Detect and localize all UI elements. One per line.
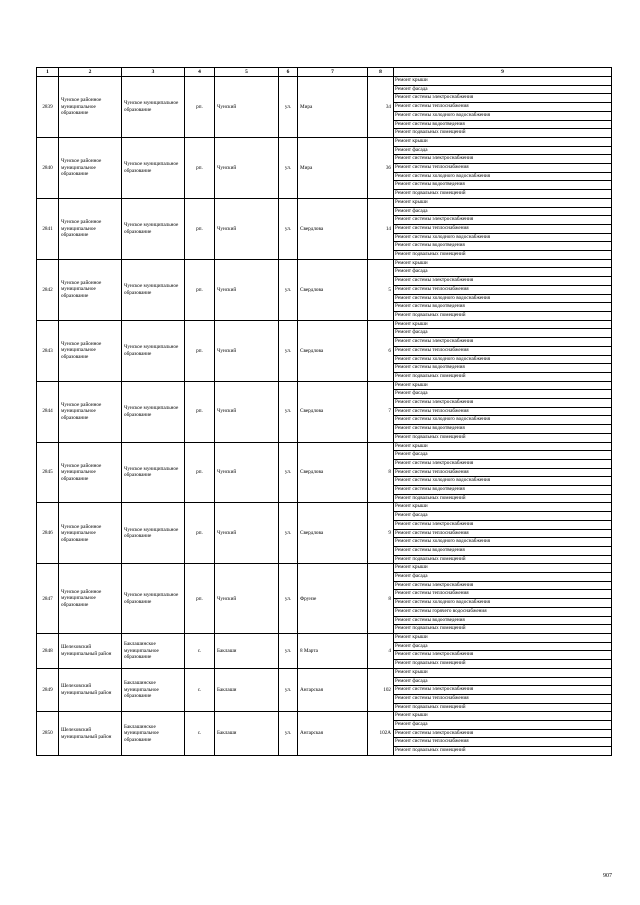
table-row (37, 381, 612, 390)
cell-work-type: Ремонт подвальных помещений (394, 703, 612, 712)
cell-work-type: Ремонт системы холодного водоснабжения (394, 477, 612, 486)
cell-house: 4 (368, 634, 394, 669)
cell-house: 6 (368, 320, 394, 381)
cell-work-type: Ремонт крыши (394, 198, 612, 207)
cell-house: 9 (368, 503, 394, 564)
cell-settlement-type: рп. (185, 381, 215, 442)
table-row (37, 320, 612, 329)
cell-work-type: Ремонт подвальных помещений (394, 251, 612, 260)
cell-work-type: Ремонт крыши (394, 381, 612, 390)
cell-district: Чунское районное муниципальное образование (59, 77, 122, 138)
header-col-4: 4 (185, 68, 215, 77)
cell-settlement: Чунский (215, 320, 279, 381)
cell-work-type: Ремонт крыши (394, 668, 612, 677)
cell-work-type: Ремонт крыши (394, 564, 612, 573)
cell-street-type: ул. (279, 137, 298, 198)
cell-work-type: Ремонт крыши (394, 442, 612, 451)
table-row (37, 198, 612, 207)
cell-street-type: ул. (279, 442, 298, 503)
cell-work-type: Ремонт подвальных помещений (394, 555, 612, 564)
cell-street-type: ул. (279, 320, 298, 381)
cell-work-type: Ремонт системы горячего водоснабжения (394, 607, 612, 616)
cell-district: Чунское районное муниципальное образование (59, 503, 122, 564)
cell-district: Чунское районное муниципальное образование (59, 137, 122, 198)
cell-number: 2841 (37, 198, 59, 259)
cell-work-type: Ремонт подвальных помещений (394, 625, 612, 634)
table-row (37, 634, 612, 643)
cell-work-type: Ремонт системы теплоснабжения (394, 694, 612, 703)
cell-house: 14 (368, 198, 394, 259)
cell-work-type: Ремонт фасада (394, 677, 612, 686)
cell-street-type: ул. (279, 634, 298, 669)
cell-work-type: Ремонт подвальных помещений (394, 129, 612, 138)
cell-settlement: Чунский (215, 503, 279, 564)
cell-municipality: Баклашинское муниципальное образование (122, 634, 185, 669)
cell-municipality: Чунское муниципальное образование (122, 320, 185, 381)
cell-work-type: Ремонт системы электроснабжения (394, 459, 612, 468)
cell-municipality: Баклашинское муниципальное образование (122, 712, 185, 756)
table-row (37, 259, 612, 268)
cell-district: Чунское районное муниципальное образование (59, 198, 122, 259)
cell-municipality: Чунское муниципальное образование (122, 198, 185, 259)
cell-municipality: Чунское муниципальное образование (122, 503, 185, 564)
cell-settlement: Чунский (215, 259, 279, 320)
cell-work-type: Ремонт фасада (394, 146, 612, 155)
cell-work-type: Ремонт системы водоотведения (394, 425, 612, 434)
cell-street: Свердлова (298, 259, 368, 320)
cell-house: 8 (368, 442, 394, 503)
cell-settlement-type: рп. (185, 77, 215, 138)
cell-number: 2842 (37, 259, 59, 320)
table-row (37, 442, 612, 451)
cell-street: 8 Марта (298, 634, 368, 669)
header-row (37, 68, 612, 77)
cell-work-type: Ремонт крыши (394, 634, 612, 643)
cell-district: Шелеховский муниципальный район (59, 668, 122, 712)
cell-settlement-type: рп. (185, 198, 215, 259)
cell-work-type: Ремонт крыши (394, 137, 612, 146)
cell-house: 102А (368, 712, 394, 756)
cell-work-type: Ремонт системы электроснабжения (394, 686, 612, 695)
cell-work-type: Ремонт фасада (394, 721, 612, 730)
cell-work-type: Ремонт системы электроснабжения (394, 216, 612, 225)
cell-house: 34 (368, 77, 394, 138)
cell-number: 2846 (37, 503, 59, 564)
table-row (37, 137, 612, 146)
cell-work-type: Ремонт фасада (394, 512, 612, 521)
cell-number: 2849 (37, 668, 59, 712)
cell-street: Мира (298, 137, 368, 198)
cell-number: 2845 (37, 442, 59, 503)
cell-settlement-type: с. (185, 634, 215, 669)
cell-street: Ангарская (298, 668, 368, 712)
cell-work-type: Ремонт фасада (394, 451, 612, 460)
table-row (37, 712, 612, 721)
cell-work-type: Ремонт системы теплоснабжения (394, 590, 612, 599)
cell-work-type: Ремонт системы электроснабжения (394, 729, 612, 738)
cell-street: Свердлова (298, 503, 368, 564)
cell-municipality: Чунское муниципальное образование (122, 442, 185, 503)
cell-work-type: Ремонт системы холодного водоснабжения (394, 355, 612, 364)
cell-work-type: Ремонт системы водоотведения (394, 546, 612, 555)
cell-work-type: Ремонт системы электроснабжения (394, 581, 612, 590)
cell-work-type: Ремонт крыши (394, 259, 612, 268)
cell-work-type: Ремонт системы электроснабжения (394, 651, 612, 660)
cell-street-type: ул. (279, 198, 298, 259)
cell-work-type: Ремонт подвальных помещений (394, 433, 612, 442)
cell-settlement-type: рп. (185, 259, 215, 320)
cell-number: 2840 (37, 137, 59, 198)
cell-number: 2844 (37, 381, 59, 442)
cell-municipality: Чунское муниципальное образование (122, 259, 185, 320)
cell-work-type: Ремонт системы холодного водоснабжения (394, 233, 612, 242)
cell-house: 7 (368, 381, 394, 442)
cell-work-type: Ремонт системы холодного водоснабжения (394, 294, 612, 303)
cell-work-type: Ремонт системы электроснабжения (394, 338, 612, 347)
cell-work-type: Ремонт системы электроснабжения (394, 520, 612, 529)
cell-settlement: Чунский (215, 137, 279, 198)
cell-settlement: Чунский (215, 381, 279, 442)
cell-work-type: Ремонт фасада (394, 268, 612, 277)
cell-street: Фрунзе (298, 564, 368, 634)
cell-street: Свердлова (298, 381, 368, 442)
cell-work-type: Ремонт системы водоотведения (394, 616, 612, 625)
cell-street-type: ул. (279, 564, 298, 634)
cell-settlement: Баклаши (215, 712, 279, 756)
cell-settlement: Чунский (215, 442, 279, 503)
header-col-7: 7 (298, 68, 368, 77)
cell-work-type: Ремонт фасада (394, 207, 612, 216)
cell-street: Ангарская (298, 712, 368, 756)
cell-work-type: Ремонт системы теплоснабжения (394, 224, 612, 233)
cell-street-type: ул. (279, 668, 298, 712)
cell-district: Чунское районное муниципальное образование (59, 320, 122, 381)
cell-work-type: Ремонт системы теплоснабжения (394, 103, 612, 112)
cell-district: Чунское районное муниципальное образование (59, 381, 122, 442)
cell-work-type: Ремонт системы теплоснабжения (394, 468, 612, 477)
cell-work-type: Ремонт системы электроснабжения (394, 94, 612, 103)
cell-settlement: Баклаши (215, 634, 279, 669)
header-col-5: 5 (215, 68, 279, 77)
cell-number: 2848 (37, 634, 59, 669)
cell-work-type: Ремонт подвальных помещений (394, 190, 612, 199)
cell-settlement: Баклаши (215, 668, 279, 712)
cell-district: Шелеховский муниципальный район (59, 634, 122, 669)
table-body (37, 77, 612, 756)
cell-settlement-type: с. (185, 712, 215, 756)
cell-work-type: Ремонт системы водоотведения (394, 486, 612, 495)
cell-work-type: Ремонт подвальных помещений (394, 372, 612, 381)
cell-work-type: Ремонт системы водоотведения (394, 120, 612, 129)
cell-street-type: ул. (279, 503, 298, 564)
cell-work-type: Ремонт подвальных помещений (394, 747, 612, 756)
header-col-6: 6 (279, 68, 298, 77)
cell-work-type: Ремонт фасада (394, 390, 612, 399)
cell-street: Мира (298, 77, 368, 138)
cell-work-type: Ремонт системы холодного водоснабжения (394, 538, 612, 547)
cell-street: Свердлова (298, 320, 368, 381)
cell-settlement-type: с. (185, 668, 215, 712)
cell-settlement: Чунский (215, 198, 279, 259)
cell-house: 8 (368, 564, 394, 634)
cell-settlement: Чунский (215, 564, 279, 634)
table-row (37, 503, 612, 512)
cell-work-type: Ремонт системы электроснабжения (394, 155, 612, 164)
cell-work-type: Ремонт системы холодного водоснабжения (394, 111, 612, 120)
header-col-2: 2 (59, 68, 122, 77)
header-col-8: 8 (368, 68, 394, 77)
cell-district: Чунское районное муниципальное образование (59, 259, 122, 320)
cell-work-type: Ремонт системы теплоснабжения (394, 407, 612, 416)
cell-municipality: Чунское муниципальное образование (122, 137, 185, 198)
header-col-3: 3 (122, 68, 185, 77)
cell-settlement-type: рп. (185, 503, 215, 564)
cell-work-type: Ремонт системы электроснабжения (394, 277, 612, 286)
cell-work-type: Ремонт крыши (394, 320, 612, 329)
cell-work-type: Ремонт системы водоотведения (394, 181, 612, 190)
cell-number: 2847 (37, 564, 59, 634)
cell-settlement-type: рп. (185, 320, 215, 381)
cell-settlement-type: рп. (185, 442, 215, 503)
cell-street-type: ул. (279, 77, 298, 138)
cell-street: Свердлова (298, 198, 368, 259)
table-row (37, 564, 612, 573)
repair-table (36, 67, 612, 756)
page-number: 907 (603, 873, 612, 879)
cell-work-type: Ремонт системы водоотведения (394, 364, 612, 373)
cell-work-type: Ремонт подвальных помещений (394, 494, 612, 503)
cell-district: Чунское районное муниципальное образование (59, 442, 122, 503)
cell-work-type: Ремонт системы теплоснабжения (394, 285, 612, 294)
cell-work-type: Ремонт фасада (394, 642, 612, 651)
cell-district: Чунское районное муниципальное образование (59, 564, 122, 634)
cell-municipality: Чунское муниципальное образование (122, 564, 185, 634)
header-col-9: 9 (394, 68, 612, 77)
cell-work-type: Ремонт системы холодного водоснабжения (394, 416, 612, 425)
cell-work-type: Ремонт подвальных помещений (394, 311, 612, 320)
table-row (37, 77, 612, 86)
cell-house: 36 (368, 137, 394, 198)
cell-district: Шелеховский муниципальный район (59, 712, 122, 756)
header-col-1: 1 (37, 68, 59, 77)
cell-street-type: ул. (279, 381, 298, 442)
cell-work-type: Ремонт крыши (394, 503, 612, 512)
cell-street: Свердлова (298, 442, 368, 503)
cell-house: 5 (368, 259, 394, 320)
cell-work-type: Ремонт фасада (394, 573, 612, 582)
cell-municipality: Баклашинское муниципальное образование (122, 668, 185, 712)
cell-work-type: Ремонт крыши (394, 712, 612, 721)
cell-settlement-type: рп. (185, 137, 215, 198)
cell-number: 2839 (37, 77, 59, 138)
table-row (37, 668, 612, 677)
cell-work-type: Ремонт системы водоотведения (394, 242, 612, 251)
cell-work-type: Ремонт системы теплоснабжения (394, 738, 612, 747)
cell-work-type: Ремонт системы теплоснабжения (394, 346, 612, 355)
cell-work-type: Ремонт системы электроснабжения (394, 399, 612, 408)
cell-street-type: ул. (279, 259, 298, 320)
repair-table-sheet (36, 67, 611, 756)
cell-number: 2850 (37, 712, 59, 756)
cell-street-type: ул. (279, 712, 298, 756)
cell-work-type: Ремонт системы теплоснабжения (394, 529, 612, 538)
cell-work-type: Ремонт фасада (394, 329, 612, 338)
cell-settlement-type: рп. (185, 564, 215, 634)
cell-work-type: Ремонт системы водоотведения (394, 303, 612, 312)
cell-municipality: Чунское муниципальное образование (122, 77, 185, 138)
cell-number: 2843 (37, 320, 59, 381)
cell-house: 102 (368, 668, 394, 712)
cell-municipality: Чунское муниципальное образование (122, 381, 185, 442)
cell-work-type: Ремонт системы холодного водоснабжения (394, 599, 612, 608)
cell-settlement: Чунский (215, 77, 279, 138)
cell-work-type: Ремонт системы холодного водоснабжения (394, 172, 612, 181)
cell-work-type: Ремонт подвальных помещений (394, 660, 612, 669)
cell-work-type: Ремонт системы теплоснабжения (394, 164, 612, 173)
cell-work-type: Ремонт крыши (394, 77, 612, 86)
cell-work-type: Ремонт фасада (394, 85, 612, 94)
